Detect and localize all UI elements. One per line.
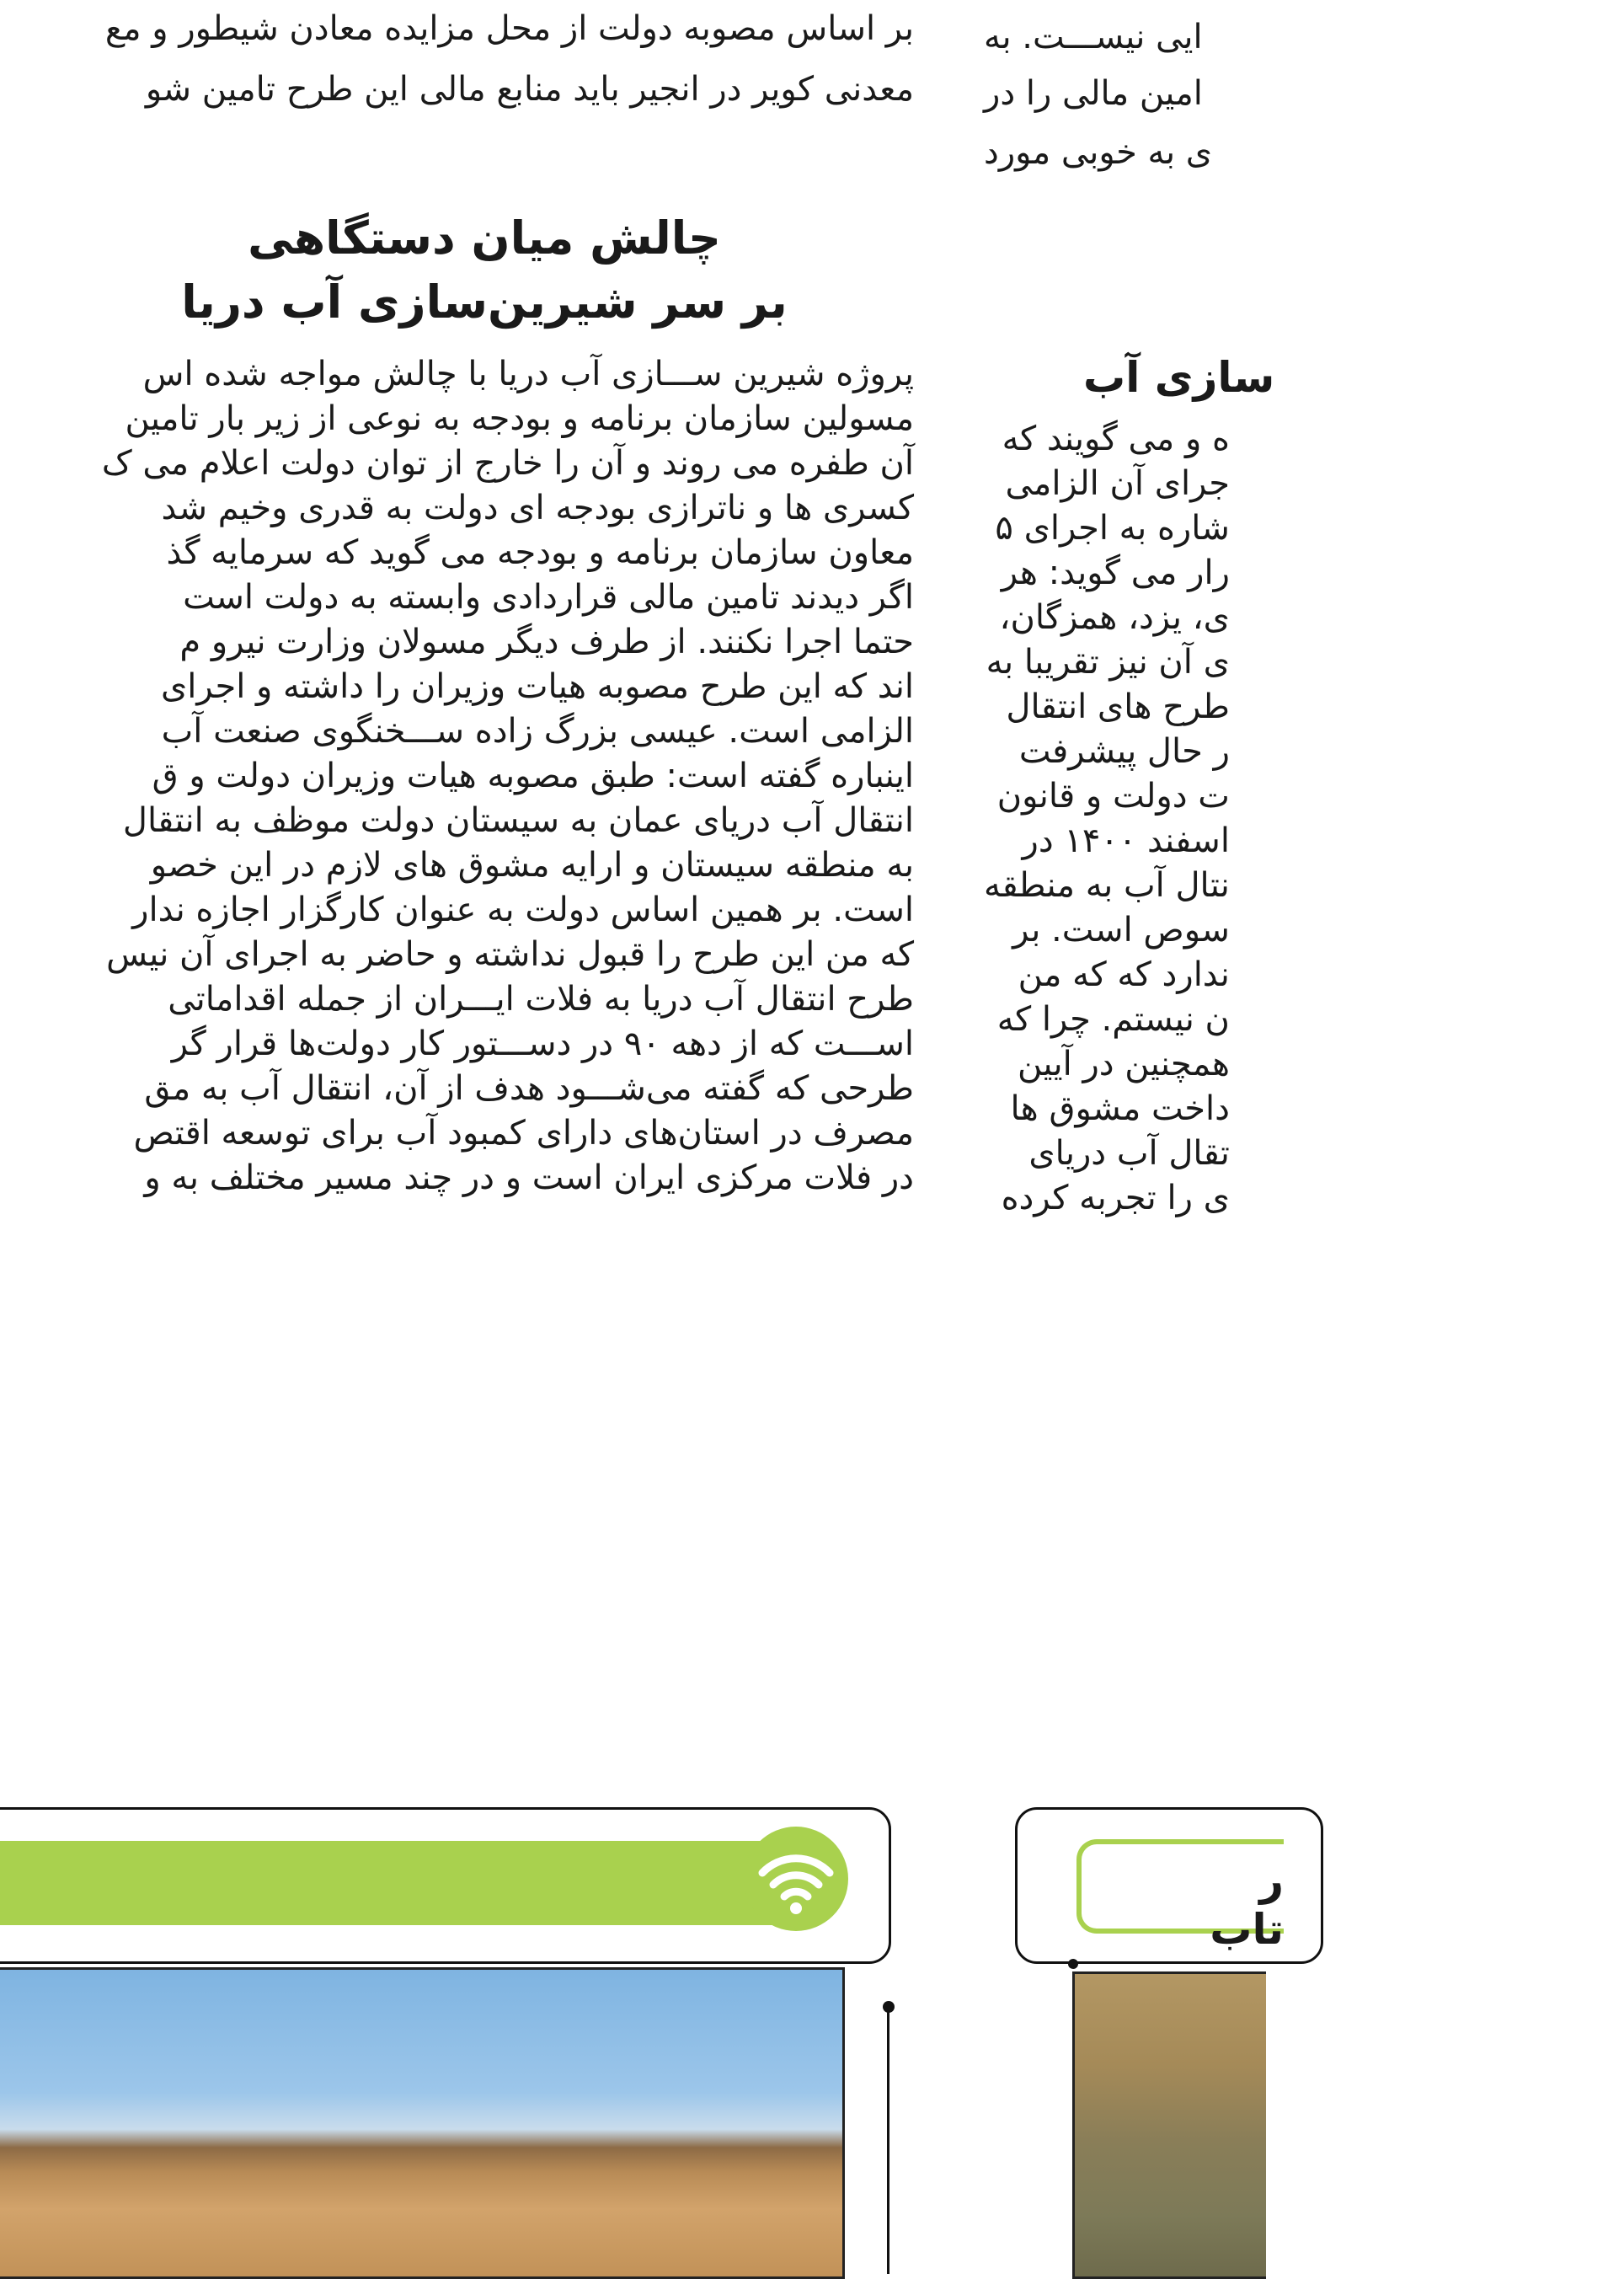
- side-body-line: سوص است. بر: [1012, 911, 1230, 950]
- body-line: حتما اجرا نکنند. از طرف دیگر مسولان وزارت نیرو م: [179, 623, 914, 661]
- body-line: اینباره گفته است: طبق مصوبه هیات وزیران دولت و ق: [152, 757, 914, 795]
- side-intro-line: ی به خوبی مورد: [984, 133, 1213, 172]
- body-line: پروژه شیرین ســـازی آب دریا با چالش مواجه شده اس: [142, 355, 914, 393]
- body-line: اند که این طرح مصوبه هیات وزیران را داشته و اجرای: [160, 667, 914, 706]
- side-banner-tab: [1076, 1839, 1284, 1954]
- side-body-line: ت دولت و قانون: [996, 777, 1230, 816]
- side-heading: سازی آب: [1083, 353, 1275, 402]
- side-intro-line: امین مالی را در: [984, 74, 1203, 113]
- intro-line: بر اساس مصوبه دولت از محل مزایده معادن شیطور و مع: [104, 9, 914, 48]
- wifi-icon: [741, 1824, 851, 1934]
- side-body-line: شاره به اجرای ۵: [995, 509, 1230, 548]
- side-body: [984, 417, 1230, 1221]
- divider-line: [887, 2005, 889, 2274]
- body-line: مسولین سازمان برنامه و بودجه به نوعی از زیر بار تامین: [125, 399, 914, 438]
- section-banner-bar: [0, 1841, 834, 1925]
- landscape-photo: [1072, 1971, 1266, 2279]
- side-body-line: جرای آن الزامی: [1005, 464, 1230, 503]
- main-article: [0, 0, 914, 1752]
- body-line: اگر دیدند تامین مالی قراردادی وابسته به دولت است: [183, 578, 914, 617]
- body-line: مصرف در استان‌های دارای کمبود آب برای توسعه اقتص: [133, 1114, 914, 1153]
- side-body-line: طرح های انتقال: [1006, 687, 1230, 726]
- body-line: که من این طرح را قبول نداشته و حاضر به اجرای آن نیس: [106, 935, 914, 974]
- side-body-line: تقال آب دریای: [1028, 1134, 1230, 1173]
- side-intro-line: ایی نیســـت. به: [984, 18, 1203, 56]
- desert-photo: [0, 1967, 845, 2279]
- side-body-line: ر حال پیشرفت: [1018, 732, 1230, 771]
- side-body-line: همچنین در آیین: [1017, 1045, 1230, 1083]
- article-body: [102, 352, 914, 1201]
- side-banner-label: ر تاب: [1210, 1856, 1284, 1954]
- side-body-line: ه و می گویند که: [1002, 420, 1230, 458]
- bullet-dot: [1068, 1959, 1078, 1969]
- side-article: [984, 0, 1275, 1752]
- body-line: طرح انتقال آب دریا به فلات ایـــران از جمله اقداماتی: [168, 980, 914, 1019]
- intro-line: معدنی کویر در انجیر باید منابع مالی این طرح تامین شو: [145, 70, 914, 109]
- side-body-line: ی آن نیز تقریبا به: [986, 643, 1230, 682]
- body-line: طرحی که گفته می‌شـــود هدف از آن، انتقال آب به مق: [144, 1069, 914, 1108]
- side-body-line: داخت مشوق ها: [1010, 1089, 1230, 1128]
- headline-line-1: چالش میان دستگاهی: [248, 211, 721, 265]
- side-body-line: ندارد که که من: [1018, 955, 1230, 994]
- side-body-line: ن نیستم. چرا که: [996, 1000, 1230, 1039]
- body-line: معاون سازمان برنامه و بودجه می گوید که سرمایه گذ: [166, 533, 914, 572]
- side-body-line: رار می گوید: هر: [1001, 554, 1230, 592]
- body-line: کسری ها و ناترازی بودجه ای دولت به قدری وخیم شد: [161, 489, 914, 527]
- body-line: اســـت که از دهه ۹۰ در دســـتور کار دولت‌ها قرار گر: [171, 1024, 914, 1063]
- body-line: در فلات مرکزی ایران است و در چند مسیر مختلف به و: [144, 1158, 914, 1197]
- side-body-line: ی، یزد، همزگان،: [999, 598, 1230, 637]
- side-body-line: ی را تجربه کرده: [1001, 1179, 1230, 1217]
- body-line: انتقال آب دریای عمان به سیستان دولت موظف به انتقال: [122, 801, 914, 840]
- body-line: است. بر همین اساس دولت به عنوان کارگزار اجازه ندار: [132, 891, 914, 929]
- body-line: آن طفره می روند و آن را خارج از توان دولت اعلام می ک: [101, 444, 914, 483]
- body-line: الزامی است. عیسی بزرگ زاده ســـخنگوی صنعت آب: [161, 712, 914, 751]
- side-body-line: نتال آب به منطقه: [984, 866, 1230, 905]
- headline-line-2: بر سر شیرین‌سازی آب دریا: [181, 276, 788, 329]
- side-body-line: اسفند ۱۴۰۰ در: [1022, 821, 1230, 860]
- body-line: به منطقه سیستان و ارایه مشوق های لازم در این خصو: [150, 846, 914, 885]
